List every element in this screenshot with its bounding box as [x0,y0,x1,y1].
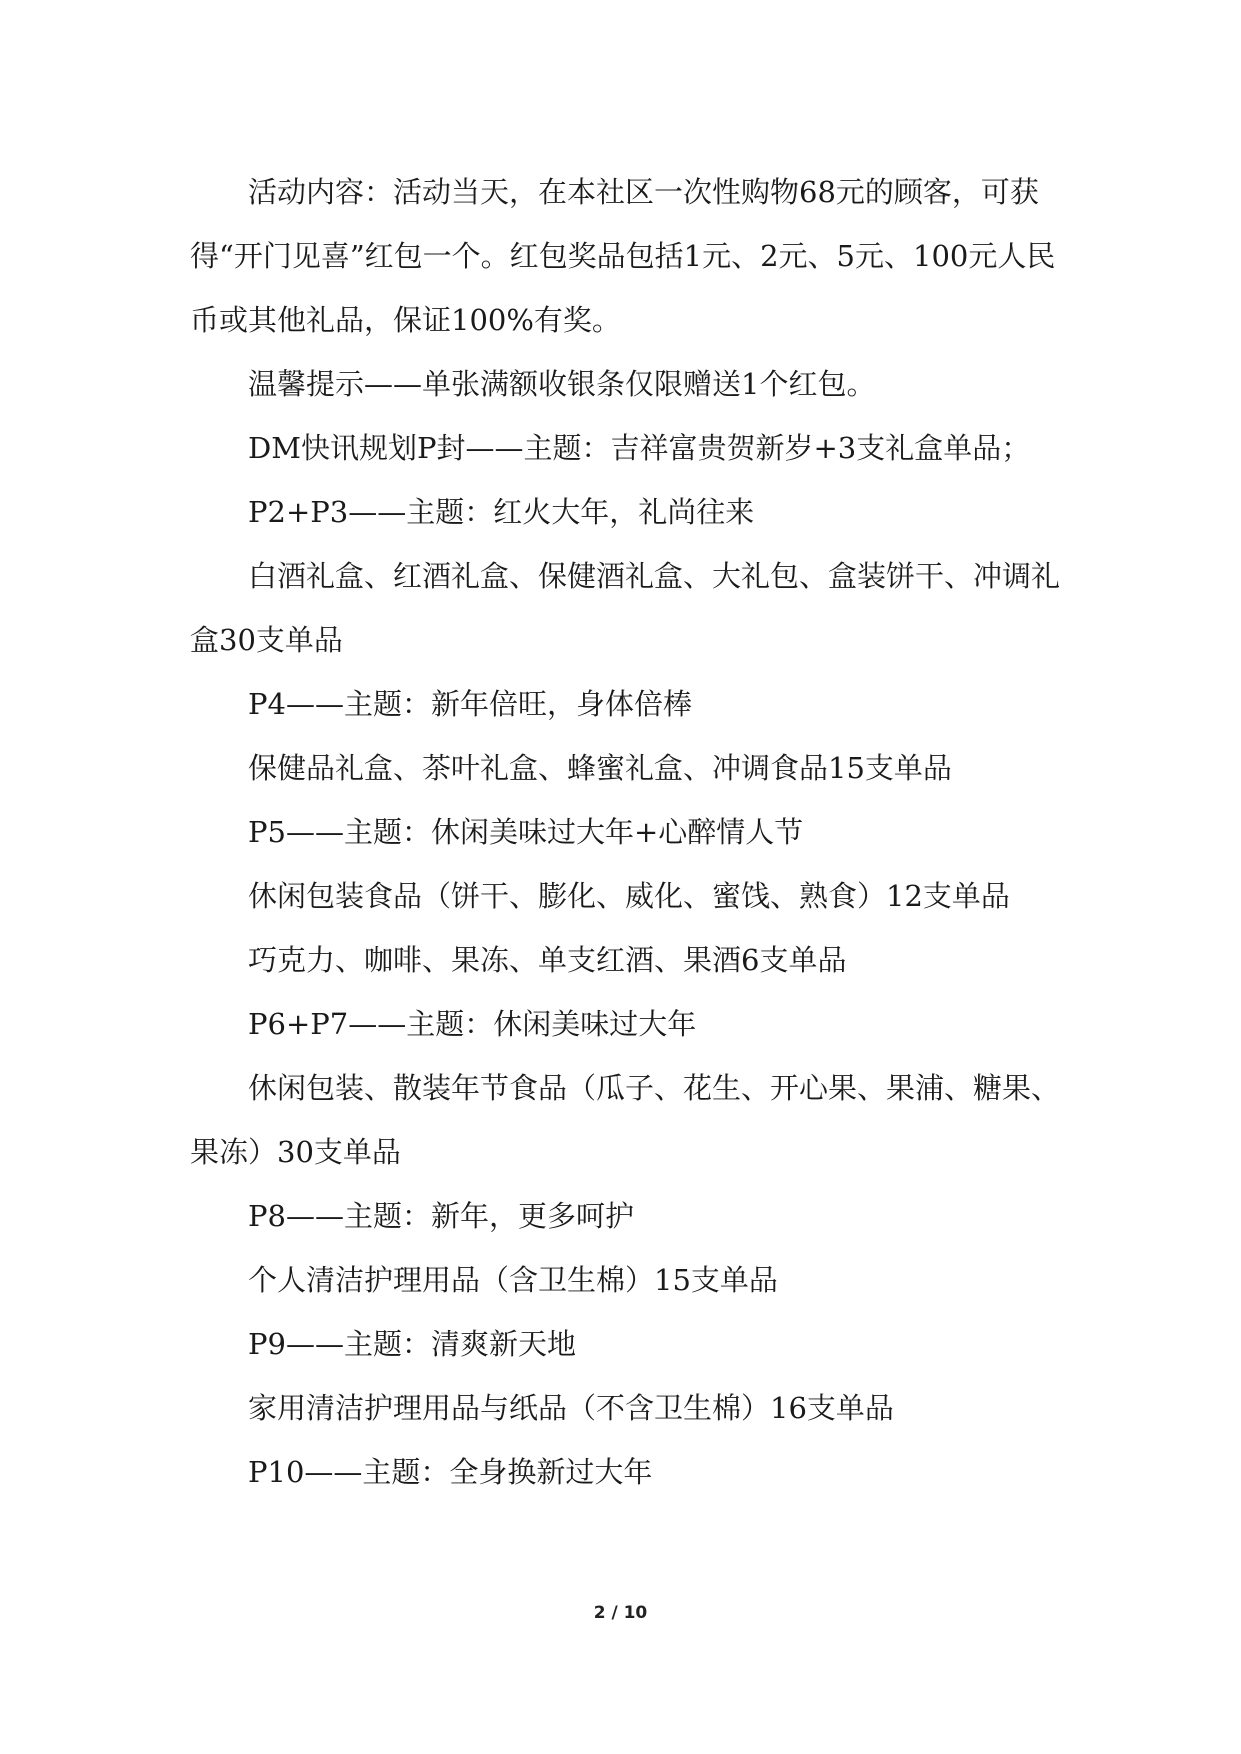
paragraph-tip: 温馨提示——单张满额收银条仅限赠送1个红包。 [248,367,876,401]
document-body [190,160,1070,1504]
paragraph-p2-p3-theme: P2+P3——主题：红火大年，礼尚往来 [248,495,755,529]
paragraph-p2-p3-items: 白酒礼盒、红酒礼盒、保健酒礼盒、大礼包、盒装饼干、冲调礼盒30支单品 [190,559,1061,657]
paragraph-p8-items: 个人清洁护理用品（含卫生棉）15支单品 [248,1263,778,1297]
paragraph-p9-theme: P9——主题：清爽新天地 [248,1327,576,1361]
page-number: 2 / 10 [593,1603,648,1623]
paragraph-p4-theme: P4——主题：新年倍旺，身体倍棒 [248,687,692,721]
paragraph-p4-items: 保健品礼盒、茶叶礼盒、蜂蜜礼盒、冲调食品15支单品 [248,751,952,785]
paragraph-p10-theme: P10——主题：全身换新过大年 [248,1455,653,1489]
paragraph-p8-theme: P8——主题：新年，更多呵护 [248,1199,634,1233]
paragraph-activity-content: 活动内容：活动当天，在本社区一次性购物68元的顾客，可获得“开门见喜”红包一个。红包奖品包括1元、2元、5元、100元人民币或其他礼品，保证100%有奖。 [190,175,1056,337]
paragraph-p6-p7-items: 休闲包装、散装年节食品（瓜子、花生、开心果、果浦、糖果、果冻）30支单品 [190,1071,1061,1169]
paragraph-p5-items-1: 休闲包装食品（饼干、膨化、威化、蜜饯、熟食）12支单品 [248,879,1010,913]
paragraph-p6-p7-theme: P6+P7——主题：休闲美味过大年 [248,1007,697,1041]
paragraph-dm-cover: DM快讯规划P封——主题：吉祥富贵贺新岁+3支礼盒单品； [248,431,1031,465]
paragraph-p5-theme: P5——主题：休闲美味过大年+心醉情人节 [248,815,804,849]
paragraph-p5-items-2: 巧克力、咖啡、果冻、单支红酒、果酒6支单品 [248,943,847,977]
paragraph-p9-items: 家用清洁护理用品与纸品（不含卫生棉）16支单品 [248,1391,894,1425]
